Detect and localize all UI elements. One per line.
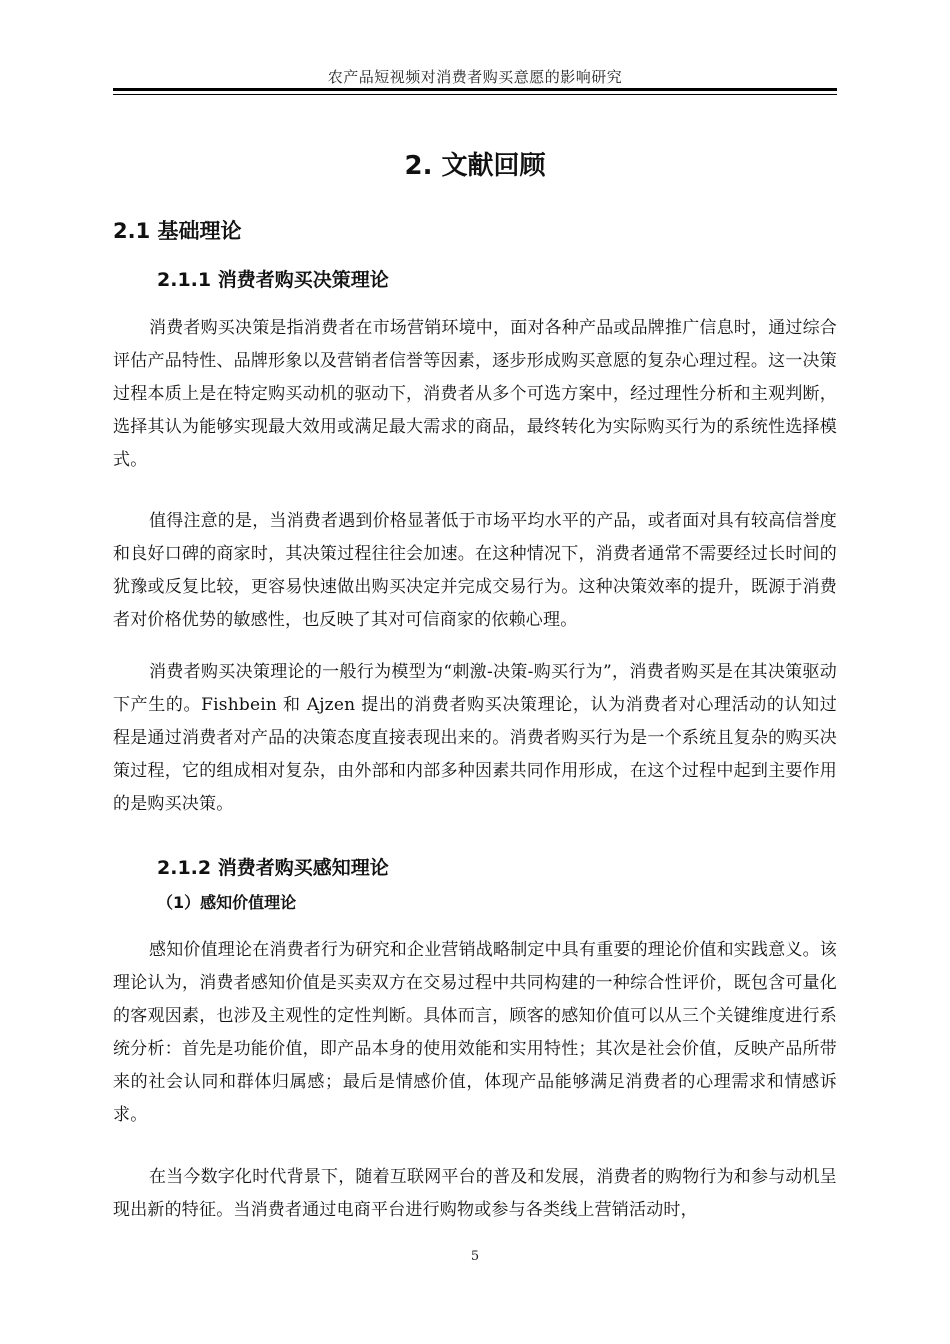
paragraph-2-1-2-2: 在当今数字化时代背景下，随着互联网平台的普及和发展，消费者的购物行为和参与动机呈现出新的特征。当消费者通过电商平台进行购物或参与各类线上营销活动时， <box>113 1167 837 1220</box>
paragraph-2-1-1-1: 消费者购买决策是指消费者在市场营销环境中，面对各种产品或品牌推广信息时，通过综合评估产品特性、品牌形象以及营销者信誉等因素，逐步形成购买意愿的复杂心理过程。这一决策过程本质上是在特定购买动机的驱动下，消费者从多个可选方案中，经过理性分析和主观判断，选择其认为能够实现最大效用或满足最大需求的商品，最终转化为实际购买行为的系统性选择模式。 <box>113 318 837 470</box>
chapter-title: 2. 文献回顾 <box>404 151 546 181</box>
page-number: 5 <box>470 1249 480 1264</box>
subsection-title-2-1-1: 2.1.1 消费者购买决策理论 <box>157 269 389 291</box>
subsub-title-perceived-value: （1）感知价值理论 <box>157 893 297 912</box>
paragraph-2-1-1-2: 值得注意的是，当消费者遇到价格显著低于市场平均水平的产品，或者面对具有较高信誉度和良好口碑的商家时，其决策过程往往会加速。在这种情况下，消费者通常不需要经过长时间的犹豫或反复比较，更容易快速做出购买决定并完成交易行为。这种决策效率的提升，既源于消费者对价格优势的敏感性，也反映了其对可信商家的依赖心理。 <box>113 511 837 630</box>
section-title-2-1: 2.1 基础理论 <box>113 219 242 243</box>
running-header: 农产品短视频对消费者购买意愿的影响研究 <box>327 68 623 86</box>
paragraph-2-1-1-3: 消费者购买决策理论的一般行为模型为“刺激-决策-购买行为”，消费者购买是在其决策驱动下产生的。Fishbein 和 Ajzen 提出的消费者购买决策理论，认为消费者对心理活动的认知过程是通过消费者对产品的决策态度直接表现出来的。消费者购买行为是一个系统且复杂的购买决策过程，它的组成相对复杂，由外部和内部多种因素共同作用形成，在这个过程中起到主要作用的是购买决策。 <box>113 662 837 814</box>
header-rule-thin <box>113 94 837 95</box>
paragraph-2-1-2-1: 感知价值理论在消费者行为研究和企业营销战略制定中具有重要的理论价值和实践意义。该理论认为，消费者感知价值是买卖双方在交易过程中共同构建的一种综合性评价，既包含可量化的客观因素，也涉及主观性的定性判断。具体而言，顾客的感知价值可以从三个关键维度进行系统分析：首先是功能价值，即产品本身的使用效能和实用特性；其次是社会价值，反映产品所带来的社会认同和群体归属感；最后是情感价值，体现产品能够满足消费者的心理需求和情感诉求。 <box>113 940 837 1125</box>
subsection-title-2-1-2: 2.1.2 消费者购买感知理论 <box>157 857 389 879</box>
header-rule-thick <box>113 88 837 91</box>
